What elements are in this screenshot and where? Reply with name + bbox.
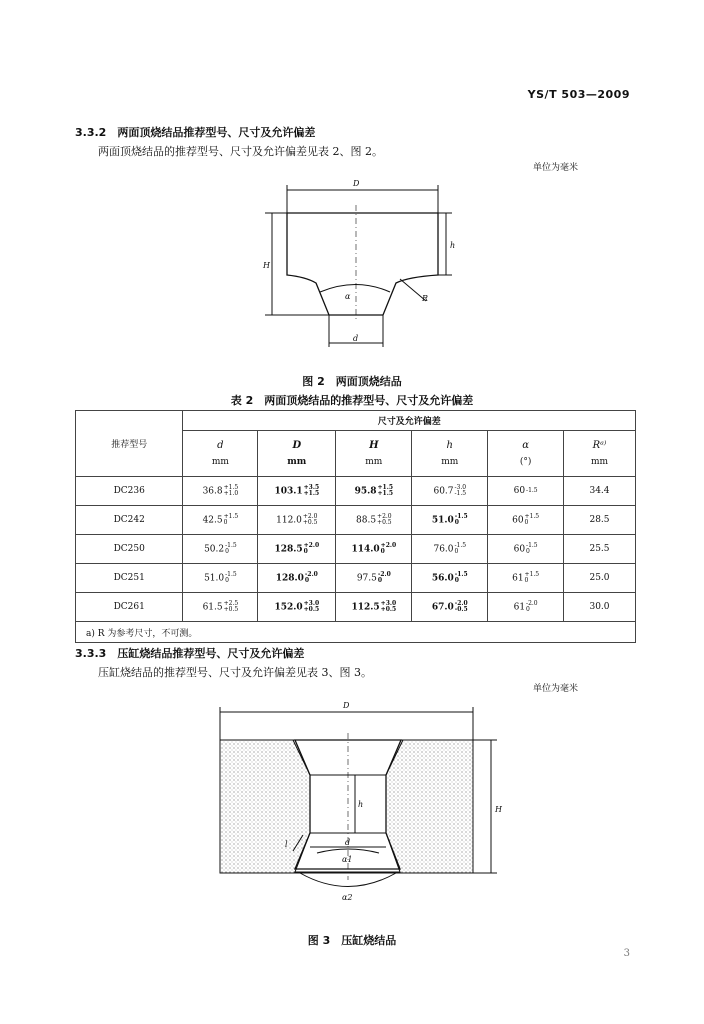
- table-2: [75, 410, 636, 643]
- col-header-d: d mm: [183, 431, 258, 477]
- table-row: DC251 51.0 -1.5 0 128.0 -2.0 0 97.5 -2.0 0 56.0 -1.5 0 61 +1.5 0 25.0: [76, 564, 636, 593]
- fig2-label-h: h: [450, 241, 456, 250]
- table-2-footnote: a) R 为参考尺寸，不可测。: [76, 622, 636, 643]
- fig2-label-D: D: [353, 179, 360, 188]
- figure-2-caption: 图 2 两面顶烧结品: [302, 375, 402, 388]
- table-row: DC250 50.2 -1.5 0 128.5 +2.0 0 114.0 +2.0 0 76.0 -1.5 0 60 -1.5 0 25.5: [76, 535, 636, 564]
- fig2-label-alpha: α: [345, 292, 351, 301]
- col-header-R: Rᵃ⁾ mm: [564, 431, 636, 477]
- table-row: DC261 61.5 +2.5 +0.5 152.0 +3.0 +0.5 112.5 +3.0 +0.5 67.0 -2.0 -0.5 61 -2.0 0 30.0: [76, 593, 636, 622]
- fig2-label-H: H: [263, 261, 270, 270]
- col-header-D: D mm: [258, 431, 336, 477]
- figure-2-diagram: [250, 175, 460, 355]
- section-3-3-2-body: 两面顶烧结品的推荐型号、尺寸及允许偏差见表 2、图 2。: [98, 145, 383, 158]
- section-3-3-3-body: 压缸烧结品的推荐型号、尺寸及允许偏差见表 3、图 3。: [98, 666, 372, 679]
- section-3-3-2-heading: 3.3.2 两面顶烧结品推荐型号、尺寸及允许偏差: [75, 126, 316, 139]
- figure-3-caption: 图 3 压缸烧结品: [307, 934, 397, 947]
- col-header-h: h mm: [412, 431, 488, 477]
- section-3-3-3-heading: 3.3.3 压缸烧结品推荐型号、尺寸及允许偏差: [75, 647, 305, 660]
- fig3-label-H: H: [495, 805, 502, 814]
- unit-note-1: 单位为毫米: [533, 163, 579, 173]
- table-row: DC236 36.8 +1.5 +1.0 103.1 +3.5 +1.5 95.8 +1.5 +1.5 60.7 -3.0 -1.5 60 -1.5 34.4: [76, 477, 636, 506]
- fig2-label-d: d: [353, 334, 359, 343]
- standard-number: YS/T 503—2009: [527, 88, 630, 101]
- col-header-alpha: α (°): [488, 431, 564, 477]
- page-number: 3: [623, 948, 630, 959]
- col-header-model: 推荐型号: [76, 411, 183, 477]
- fig3-label-d: d: [345, 838, 351, 847]
- fig3-label-alpha1: α1: [342, 855, 353, 864]
- table-row: DC242 42.5 +1.5 0 112.0 +2.0 +0.5 88.5 +2.0 +0.5 51.0 -1.5 0 60 +1.5 0 28.5: [76, 506, 636, 535]
- fig3-label-l: l: [285, 840, 288, 849]
- fig3-label-D: D: [343, 701, 350, 710]
- fig3-label-h: h: [358, 800, 364, 809]
- unit-note-2: 单位为毫米: [533, 684, 579, 694]
- table-2-caption: 表 2 两面顶烧结品的推荐型号、尺寸及允许偏差: [230, 394, 474, 407]
- fig2-label-R: R: [422, 294, 429, 303]
- fig3-label-alpha2: α2: [342, 893, 353, 902]
- col-header-group: 尺寸及允许偏差: [183, 411, 636, 431]
- col-header-H: H mm: [336, 431, 412, 477]
- figure-3-diagram: [205, 695, 505, 910]
